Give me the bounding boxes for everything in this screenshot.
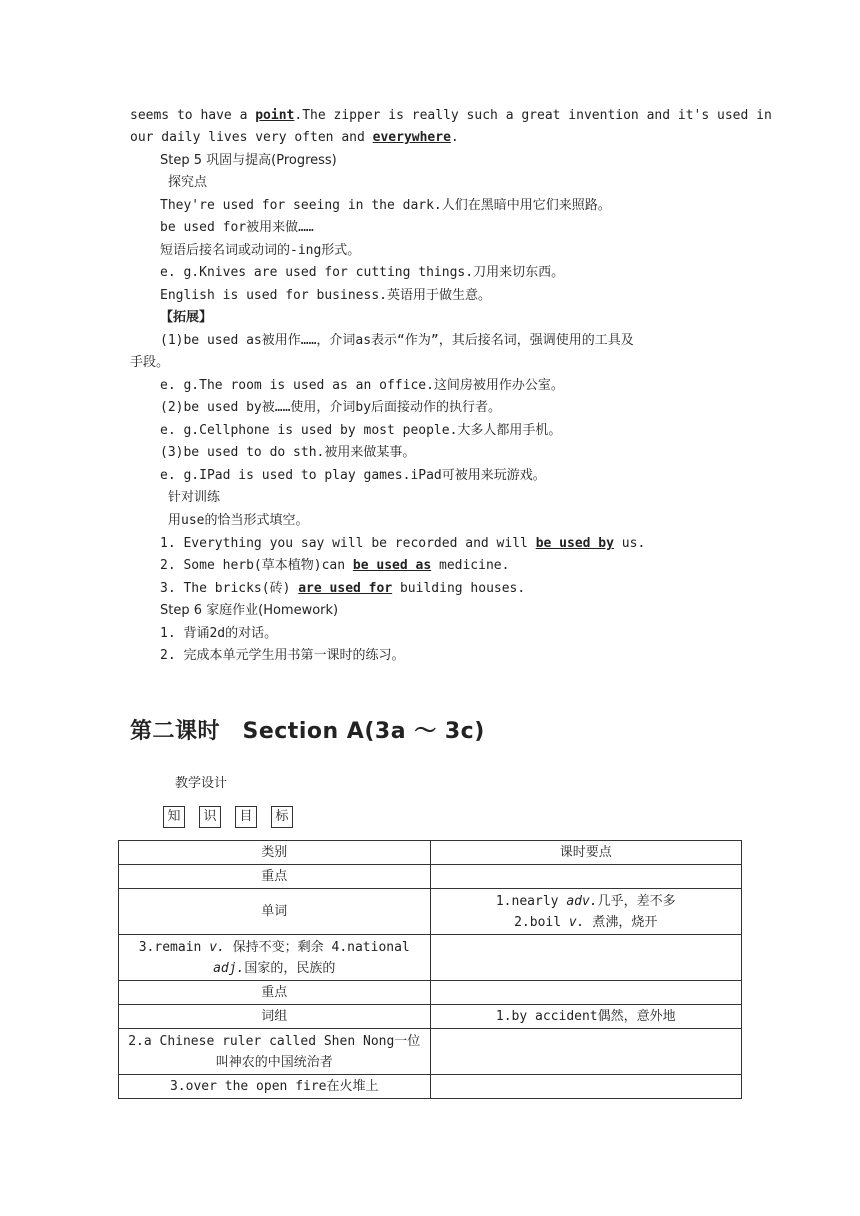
text: seems to have a [130, 108, 256, 123]
example-line: e. g.Cellphone is used by most people.大多人都用手机。 [160, 423, 562, 438]
design-label: 教学设计 [175, 776, 228, 791]
step5-heading: Step 5 巩固与提高(Progress) [160, 153, 337, 168]
text: 3. The bricks(砖) [160, 581, 299, 596]
explore-point-label: 探究点 [168, 175, 208, 190]
box-char: 知 [163, 806, 185, 828]
example-line: They're used for seeing in the dark.人们在黑暗中用它们来照路。 [160, 198, 611, 213]
table-cell [430, 1029, 742, 1075]
text: building houses. [392, 581, 526, 596]
text: 叫神农的中国统治者 [215, 1054, 333, 1070]
text: 2.a Chinese ruler called Shen Nong一位 [128, 1033, 421, 1049]
answer-underlined: are used for [298, 581, 393, 596]
example-line: English is used for business.英语用于做生意。 [160, 288, 491, 303]
homework-item: 1. 背诵2d的对话。 [160, 626, 278, 641]
practice-label: 针对训练 [168, 490, 221, 505]
table-row [119, 889, 742, 935]
text: 2. Some herb(草本植物)can [160, 558, 353, 573]
table-cell: 重点 [119, 981, 431, 1005]
extension-line: (2)be used by被……使用，介词by后面接动作的执行者。 [160, 400, 502, 415]
extension-line: (3)be used to do sth.被用来做某事。 [160, 445, 416, 460]
text: 1.nearly [495, 893, 567, 909]
example-line: e. g.The room is used as an office.这间房被用作办公室。 [160, 378, 564, 393]
table-row [119, 1005, 742, 1029]
box-char: 目 [235, 806, 257, 828]
example-line: e. g.Knives are used for cutting things.刀用来切东西。 [160, 265, 565, 280]
knowledge-goals-boxes [163, 806, 293, 828]
box-char: 识 [199, 806, 221, 828]
homework-item: 2. 完成本单元学生用书第一课时的练习。 [160, 648, 405, 663]
exercise-item [160, 578, 525, 600]
table-cell: 词组 [119, 1005, 431, 1029]
table-row [119, 1075, 742, 1099]
answer-underlined: point [255, 108, 295, 123]
table-cell [430, 981, 742, 1005]
text: adv. [566, 893, 598, 909]
extension-heading: 【拓展】 [160, 310, 213, 325]
text: v. [209, 939, 225, 955]
text: 1. Everything you say will be recorded and will [160, 536, 536, 551]
step6-heading: Step 6 家庭作业(Homework) [160, 603, 339, 618]
text: .The zipper is really such a great invention and it's used in [294, 108, 772, 123]
phrase-line: be used for被用来做…… [160, 220, 314, 235]
table-cell: 单词 [119, 889, 431, 935]
text: 国家的，民族的 [244, 960, 336, 976]
table-header: 类别 [119, 841, 431, 865]
table-header-row [119, 841, 742, 865]
table-cell [430, 935, 742, 981]
text: 煮沸，烧开 [584, 914, 658, 930]
table-cell [119, 935, 431, 981]
knowledge-table [118, 840, 742, 1099]
example-line: e. g.IPad is used to play games.iPad可被用来玩游戏。 [160, 468, 546, 483]
table-cell: 3.over the open fire在火堆上 [119, 1075, 431, 1099]
exercise-item [160, 555, 509, 577]
table-row [119, 981, 742, 1005]
table-cell [119, 1029, 431, 1075]
section-title: 第二课时 Section A(3a ～ 3c) [130, 719, 485, 744]
instruction-line: 用use的恰当形式填空。 [168, 513, 309, 528]
extension-line: (1)be used as被用作……，介词as表示“作为”，其后接名词，强调使用的工具及 [160, 333, 634, 348]
table-cell [430, 865, 742, 889]
text: 2.boil [514, 914, 569, 930]
exercise-item [160, 533, 645, 555]
text: . [450, 130, 459, 145]
text: 保持不变；剩余 4.national [224, 939, 410, 955]
text-line [130, 105, 772, 127]
text: 3.remain [138, 939, 210, 955]
note-line: 短语后接名词或动词的-ing形式。 [160, 243, 361, 258]
text: adj. [213, 960, 245, 976]
text-line [130, 127, 459, 149]
box-char: 标 [271, 806, 293, 828]
table-row [119, 935, 742, 981]
answer-underlined: everywhere [372, 130, 451, 145]
table-cell: 重点 [119, 865, 431, 889]
text: our daily lives very often and [130, 130, 373, 145]
table-cell [430, 1075, 742, 1099]
table-cell: 1.by accident偶然，意外地 [430, 1005, 742, 1029]
text: 几乎，差不多 [597, 893, 676, 909]
text: medicine. [431, 558, 510, 573]
table-row [119, 865, 742, 889]
text: us. [613, 536, 646, 551]
table-cell [430, 889, 742, 935]
answer-underlined: be used by [535, 536, 614, 551]
table-header: 课时要点 [430, 841, 742, 865]
table-row [119, 1029, 742, 1075]
text: v. [568, 914, 585, 930]
answer-underlined: be used as [352, 558, 432, 573]
extension-line: 手段。 [130, 355, 170, 370]
